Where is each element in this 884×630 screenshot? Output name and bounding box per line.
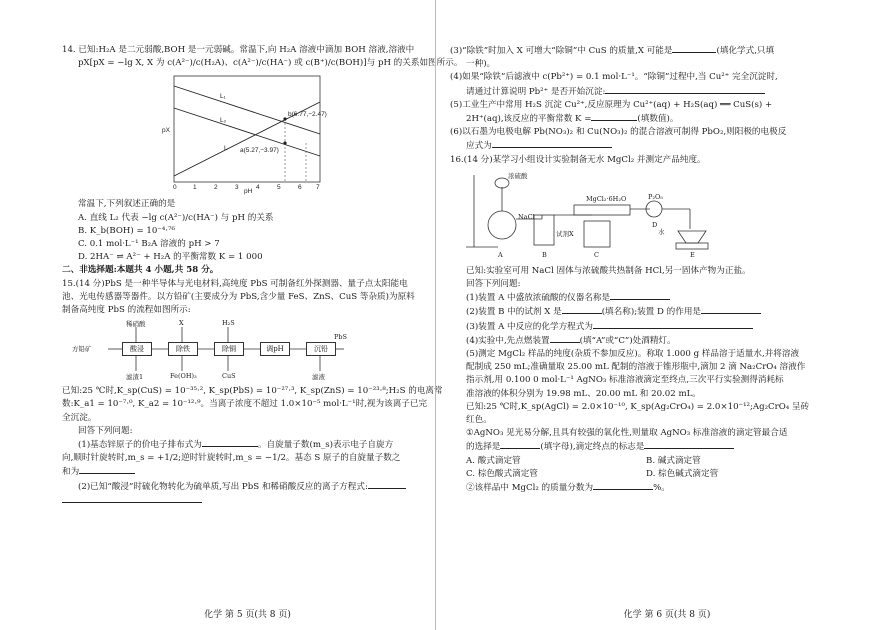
answer-blank[interactable] bbox=[550, 334, 580, 343]
q16-sub-1-cont: 的选择是 (填字母),滴定终点的标志是 bbox=[450, 440, 848, 454]
q15-part-5-cont: 2H⁺(aq),该反应的平衡常数 K = (填数值)。 bbox=[466, 114, 679, 125]
xtick: 1 bbox=[193, 184, 197, 192]
answer-blank[interactable] bbox=[610, 291, 670, 300]
flow-reagent-1: 稀硝酸 bbox=[126, 320, 146, 329]
right-footer: 化学 第 6 页(共 8 页) bbox=[623, 610, 711, 620]
xtick: 7 bbox=[316, 184, 320, 192]
flow-raw: 方铅矿 bbox=[72, 345, 92, 354]
answer-blank[interactable] bbox=[644, 440, 734, 449]
label-reagent-x: 试剂X bbox=[556, 229, 574, 238]
q16-part-5-2: 配制成 250 mL;准确量取 25.00 mL 配制的溶液于锥形瓶中,滴加 2 滴 Na₂CrO₄ 溶液作 bbox=[466, 362, 806, 373]
q15-part-1: (1)基态锌原子的价电子排布式为 。自旋量子数(m_s)表示电子自旋方 bbox=[78, 440, 394, 451]
flow-output-4: 滤液 bbox=[312, 373, 325, 382]
section-2-heading: 二、非选择题:本题共 4 小题,共 58 分。 bbox=[62, 265, 219, 276]
flow-step-2: 除铁 bbox=[168, 342, 198, 356]
flow-output-2: Fe(OH)₃ bbox=[170, 372, 197, 381]
q15-part-3-cont: 一种)。 bbox=[466, 59, 496, 70]
q16-options-cd bbox=[450, 468, 848, 481]
graph-label-L1: L₁ bbox=[220, 93, 226, 101]
q15-known-1: 已知:25 ℃时,K_sp(CuS) = 10⁻³⁵·², K_sp(PbS) = 10⁻²⁷·³, K_sp(ZnS) = 10⁻²³·⁸;H₂S 的电离常 bbox=[62, 386, 443, 397]
q15-stem-1: 15.(14 分)PbS 是一种半导体与光电材料,高纯度 PbS 可制备红外探测器、量子点太阳能电 bbox=[62, 278, 408, 289]
option-b: B. 碱式滴定管 bbox=[646, 455, 701, 466]
q16-part-5-1: (5)测定 MgCl₂ 样品的纯度(杂质不参加反应)。称取 1.000 g 样品溶于适量水,并将溶液 bbox=[466, 349, 800, 360]
q15-part-5: (5)工业生产中常用 H₂S 沉淀 Cu²⁺,反应原理为 Cu²⁺(aq) + H₂S(aq) ══ CuS(s) + bbox=[450, 99, 773, 110]
flow-step-5: 沉铅 bbox=[306, 342, 336, 356]
q16-part-3: (3)装置 A 中反应的化学方程式为 bbox=[450, 320, 848, 334]
option-d: D. 棕色碱式滴定管 bbox=[646, 468, 719, 479]
xtick: 6 bbox=[298, 184, 302, 192]
answer-blank[interactable] bbox=[62, 494, 202, 503]
answer-blank[interactable] bbox=[79, 465, 135, 474]
q15-answer-prompt: 回答下列问题: bbox=[78, 425, 133, 436]
q14-stem-1: 14. 已知:H₂A 是二元弱酸,BOH 是一元弱碱。常温下,向 H₂A 溶液中滴加 BOH 溶液,溶液中 bbox=[62, 45, 415, 55]
xtick: 5 bbox=[277, 184, 281, 192]
q16-part-5-5: 已知:25 ℃时,K_sp(AgCl) = 2.0×10⁻¹⁰, K_sp(Ag₂CrO₄) = 2.0×10⁻¹²;Ag₂CrO₄ 呈砖 bbox=[466, 401, 810, 412]
label-water: 水 bbox=[658, 227, 665, 236]
label-C: C bbox=[594, 250, 599, 259]
q15-known-3: 全沉淀。 bbox=[62, 412, 97, 423]
label-acid: 浓硫酸 bbox=[508, 171, 528, 180]
answer-blank[interactable] bbox=[492, 139, 612, 148]
q16-stem: 16.(14 分)某学习小组设计实验制备无水 MgCl₂ 并测定产品纯度。 bbox=[450, 154, 706, 165]
right-page bbox=[435, 0, 870, 630]
graph-point-a: a(5.27,−3.97) bbox=[240, 147, 279, 155]
q14-option-c: C. 0.1 mol·L⁻¹ B₂A 溶液的 pH > 7 bbox=[78, 239, 220, 250]
q15-flowchart bbox=[72, 319, 421, 383]
q16-part-5-4: 准溶液的体积分别为 19.98 mL、20.00 mL 和 20.02 mL。 bbox=[466, 388, 701, 399]
label-p2o5: P₂O₅ bbox=[648, 192, 663, 201]
flow-reagent-2: X bbox=[179, 319, 184, 328]
answer-blank[interactable] bbox=[605, 85, 765, 94]
label-E: E bbox=[690, 250, 695, 259]
answer-blank[interactable] bbox=[672, 44, 716, 53]
q14-graph bbox=[132, 72, 421, 196]
q15-part-4: (4)如果“除铁”后滤液中 c(Pb²⁺) = 0.1 mol·L⁻¹。“除铜”过程中,当 Cu²⁺ 完全沉淀时, bbox=[450, 72, 778, 83]
graph-xlabel: pH bbox=[244, 188, 253, 196]
answer-blank[interactable] bbox=[500, 440, 540, 449]
q15-part-6: (6)以石墨为电极电解 Pb(NO₃)₂ 和 Cu(NO₃)₂ 的混合溶液可制得 PbO₂,则阳极的电极反 bbox=[450, 127, 787, 138]
q16-options-ab bbox=[450, 455, 848, 468]
q14-option-b: B. K_b(BOH) = 10⁻⁴·⁷⁶ bbox=[78, 225, 175, 236]
answer-blank[interactable] bbox=[591, 112, 637, 121]
q15-stem-2: 池、光电传感器等器件。以方铅矿(主要成分为 PbS,含少量 FeS、ZnS、CuS 等杂质)为原料 bbox=[62, 291, 415, 302]
q16-apparatus bbox=[462, 169, 848, 261]
xtick: 2 bbox=[214, 184, 218, 192]
q14-stem-2: pX[pX = −lg X, X 为 c(A²⁻)/c(H₂A)、c(A²⁻)/c(HA⁻) 或 c(B⁺)/c(BOH)]与 pH 的关系如图所示。 bbox=[78, 58, 463, 69]
flow-step-1: 酸浸 bbox=[122, 342, 152, 356]
graph-ylabel: pX bbox=[162, 127, 170, 135]
q16-part-5-3: 指示剂,用 0.100 0 mol·L⁻¹ AgNO₃ 标准溶液滴定至终点,三次平行实验测得消耗标 bbox=[466, 375, 784, 386]
q16-part-5-6: 红色。 bbox=[466, 415, 492, 426]
q15-part-2: (2)已知“酸浸”时硫化物转化为硫单质,写出 PbS 和稀硝酸反应的离子方程式: bbox=[62, 480, 421, 494]
label-D: D bbox=[652, 220, 658, 229]
label-B: B bbox=[542, 250, 547, 259]
option-a: A. 酸式滴定管 bbox=[466, 455, 521, 466]
q15-part-3: (3)“除铁”时加入 X 可增大“除铜”中 CuS 的质量,X 可能是 (填化学式,只填 bbox=[450, 46, 775, 56]
q15-part-4-cont: 请通过计算说明 Pb²⁺ 是否开始沉淀: bbox=[450, 85, 848, 99]
graph-label-L2: L₂ bbox=[220, 117, 227, 125]
answer-blank[interactable] bbox=[701, 305, 761, 314]
q16-part-1: (1)装置 A 中盛放浓硫酸的仪器名称是 bbox=[450, 291, 848, 305]
flow-reagent-3: H₂S bbox=[222, 319, 235, 328]
flow-output-3: CuS bbox=[222, 372, 236, 381]
q14-option-d: D. 2HA⁻ ⇌ A²⁻ + H₂A 的平衡常数 K = 1 000 bbox=[78, 252, 263, 263]
q16-part-4: (4)实验中,先点燃装置 (填“A”或“C”)处酒精灯。 bbox=[466, 335, 676, 346]
q15-part-1-cont: 向,顺时针旋转时,m_s = +1/2;逆时针旋转时,m_s = −1/2。基态 S 原子的自旋量子数之 bbox=[62, 453, 401, 464]
answer-blank[interactable] bbox=[593, 481, 653, 490]
answer-blank[interactable] bbox=[368, 480, 406, 489]
q16-sub-2: ②该样品中 MgCl₂ 的质量分数为 %。 bbox=[466, 483, 670, 494]
left-footer: 化学 第 5 页(共 8 页) bbox=[204, 610, 291, 620]
q14-prompt: 常温下,下列叙述正确的是 bbox=[78, 199, 176, 210]
flow-step-3: 除铜 bbox=[214, 342, 244, 356]
option-c: C. 棕色酸式滴定管 bbox=[466, 468, 538, 479]
q16-answer-prompt: 回答下列问题: bbox=[466, 279, 521, 290]
q15-part-2-line bbox=[62, 494, 421, 508]
q16-part-2: (2)装置 B 中的试剂 X 是 (填名称);装置 D 的作用是 bbox=[450, 305, 848, 319]
label-A: A bbox=[498, 250, 503, 259]
q15-part-1-end: 和为 bbox=[62, 465, 421, 479]
label-mgcl2: MgCl₂·6H₂O bbox=[586, 194, 627, 203]
q16-info: 已知:实验室可用 NaCl 固体与浓硫酸共热制备 HCl,另一固体产物为正盐。 bbox=[466, 265, 751, 276]
xtick: 4 bbox=[256, 184, 260, 192]
q15-stem-3: 制备高纯度 PbS 的流程如图所示: bbox=[62, 305, 191, 316]
q16-sub-1: ①AgNO₃ 见光易分解,且具有较强的氧化性,则量取 AgNO₃ 标准溶液的滴定管最合适 bbox=[466, 428, 788, 439]
xtick: 3 bbox=[235, 184, 239, 192]
q15-part-6-cont: 应式为 bbox=[450, 139, 848, 153]
flow-output-1: 滤渣1 bbox=[126, 373, 144, 382]
flow-step-4: 调pH bbox=[260, 342, 290, 356]
xtick: 0 bbox=[173, 184, 177, 192]
graph-label-L: L bbox=[224, 145, 228, 153]
answer-blank[interactable] bbox=[593, 320, 753, 329]
flow-product: PbS bbox=[334, 333, 347, 342]
q14-option-a: A. 直线 L₂ 代表 −lg c(A²⁻)/c(HA⁻) 与 pH 的关系 bbox=[78, 212, 274, 223]
graph-point-b: b(6.77,−2.47) bbox=[288, 111, 327, 119]
answer-blank[interactable] bbox=[562, 305, 602, 314]
label-nacl: NaCl bbox=[518, 212, 535, 221]
answer-blank[interactable] bbox=[202, 438, 258, 447]
q15-known-2: 数:K_a1 = 10⁻⁷·⁰, K_a2 = 10⁻¹²·⁹。当离子浓度不超过 1.0×10⁻⁵ mol·L⁻¹时,视为该离子已完 bbox=[62, 399, 428, 410]
